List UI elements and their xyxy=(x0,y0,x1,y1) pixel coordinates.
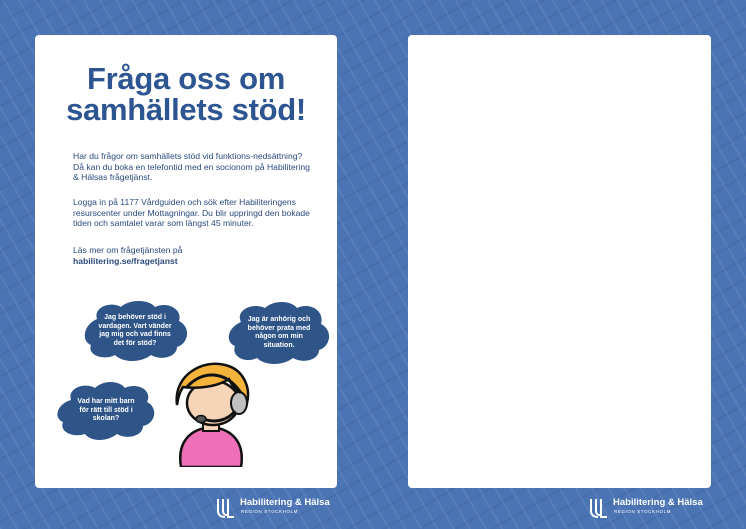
logo-subtitle: REGION STOCKHOLM xyxy=(614,509,672,514)
read-more-paragraph xyxy=(73,245,313,266)
habilitering-logo-icon xyxy=(587,497,609,519)
habilitering-logo-icon xyxy=(214,497,236,519)
headline xyxy=(35,63,337,125)
read-more-intro: Läs mer om frågetjänsten på xyxy=(73,245,183,255)
speech-bubble-school xyxy=(55,380,157,442)
leaflet-back-card xyxy=(408,35,711,488)
speech-bubble-everyday-support xyxy=(79,297,191,365)
read-more-link[interactable]: habilitering.se/fragetjanst xyxy=(73,255,178,266)
bubble-text-3: Vad har mitt barn för rätt till stöd i skolan? xyxy=(77,398,135,423)
logo-name: Habilitering & Hälsa xyxy=(613,497,703,508)
instructions-paragraph: Logga in på 1177 Vårdguiden och sök efter Habiliteringens resurscenter under Mottagningar. Du blir uppringd den bokade tiden och samtalet varar som längst 45 minuter. xyxy=(73,197,310,229)
headline-line-1: Fråga oss om xyxy=(87,61,285,96)
habilitering-logo-left xyxy=(214,497,330,521)
support-person-headset-illustration xyxy=(163,357,259,467)
bubble-text-1: Jag behöver stöd i vardagen. Vart vänder jag mig och vad finns det för stöd? xyxy=(98,314,172,347)
leaflet-front-card xyxy=(35,35,337,488)
logo-subtitle: REGION STOCKHOLM xyxy=(241,509,299,514)
bubble-text-2: Jag är anhörig och behöver prata med någon om min situation. xyxy=(247,316,311,349)
headline-line-2: samhällets stöd! xyxy=(66,92,306,127)
intro-paragraph: Har du frågor om samhällets stöd vid funktions-nedsättning? Då kan du boka en telefontid med en socionom på Habilitering & Hälsas frågetjänst. xyxy=(73,151,310,183)
habilitering-logo-right xyxy=(587,497,703,521)
logo-name: Habilitering & Hälsa xyxy=(240,497,330,508)
